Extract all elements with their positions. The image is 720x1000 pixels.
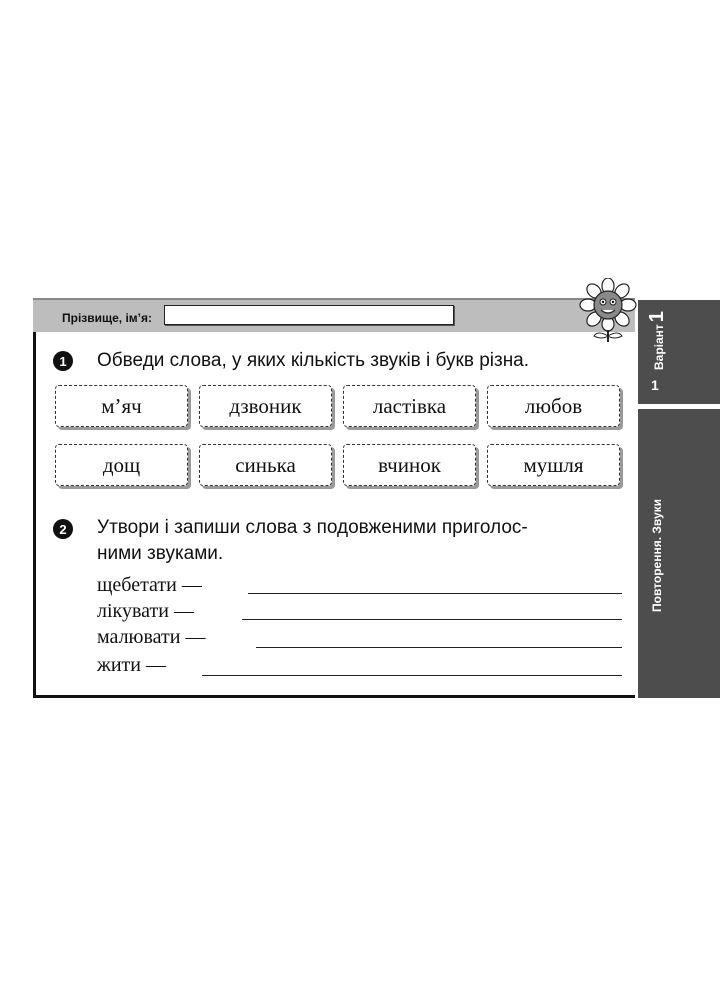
sunflower-mascot-icon xyxy=(578,278,638,344)
answer-line[interactable] xyxy=(242,619,622,620)
word-option[interactable]: м’яч xyxy=(55,385,188,427)
answer-prompt-word: малювати — xyxy=(97,626,206,648)
task-2-number-badge: 2 xyxy=(53,519,73,539)
answer-prompt-word: щебетати — xyxy=(97,574,202,596)
word-option[interactable]: синька xyxy=(199,444,332,486)
answer-line[interactable] xyxy=(202,675,622,676)
task-2-instruction-line1: Утвори і запиши слова з подовженими приголос- xyxy=(97,517,528,538)
answer-prompt-word: лікувати — xyxy=(97,600,194,622)
sheet-number: 1 xyxy=(651,377,659,393)
name-input-field[interactable] xyxy=(164,305,454,325)
word-option[interactable]: вчинок xyxy=(343,444,476,486)
task-2-instruction-line2: ними звуками. xyxy=(97,543,224,564)
variant-label-text: Варіант xyxy=(652,324,666,370)
word-option[interactable]: любов xyxy=(487,385,620,427)
answer-prompt-word: жити — xyxy=(97,654,166,676)
word-option[interactable]: мушля xyxy=(487,444,620,486)
word-option[interactable]: ластівка xyxy=(343,385,476,427)
task-1-instruction: Обведи слова, у яких кількість звуків і букв різна. xyxy=(97,350,530,371)
task-1-number-badge: 1 xyxy=(53,351,73,371)
topic-label: Повторення. Звуки xyxy=(650,498,664,612)
word-option[interactable]: дзвоник xyxy=(199,385,332,427)
word-option[interactable]: дощ xyxy=(55,444,188,486)
name-label: Прізвище, ім’я: xyxy=(62,311,153,325)
variant-label xyxy=(646,311,669,370)
answer-line[interactable] xyxy=(256,647,622,648)
variant-number: 1 xyxy=(646,311,668,323)
answer-line[interactable] xyxy=(248,593,622,594)
